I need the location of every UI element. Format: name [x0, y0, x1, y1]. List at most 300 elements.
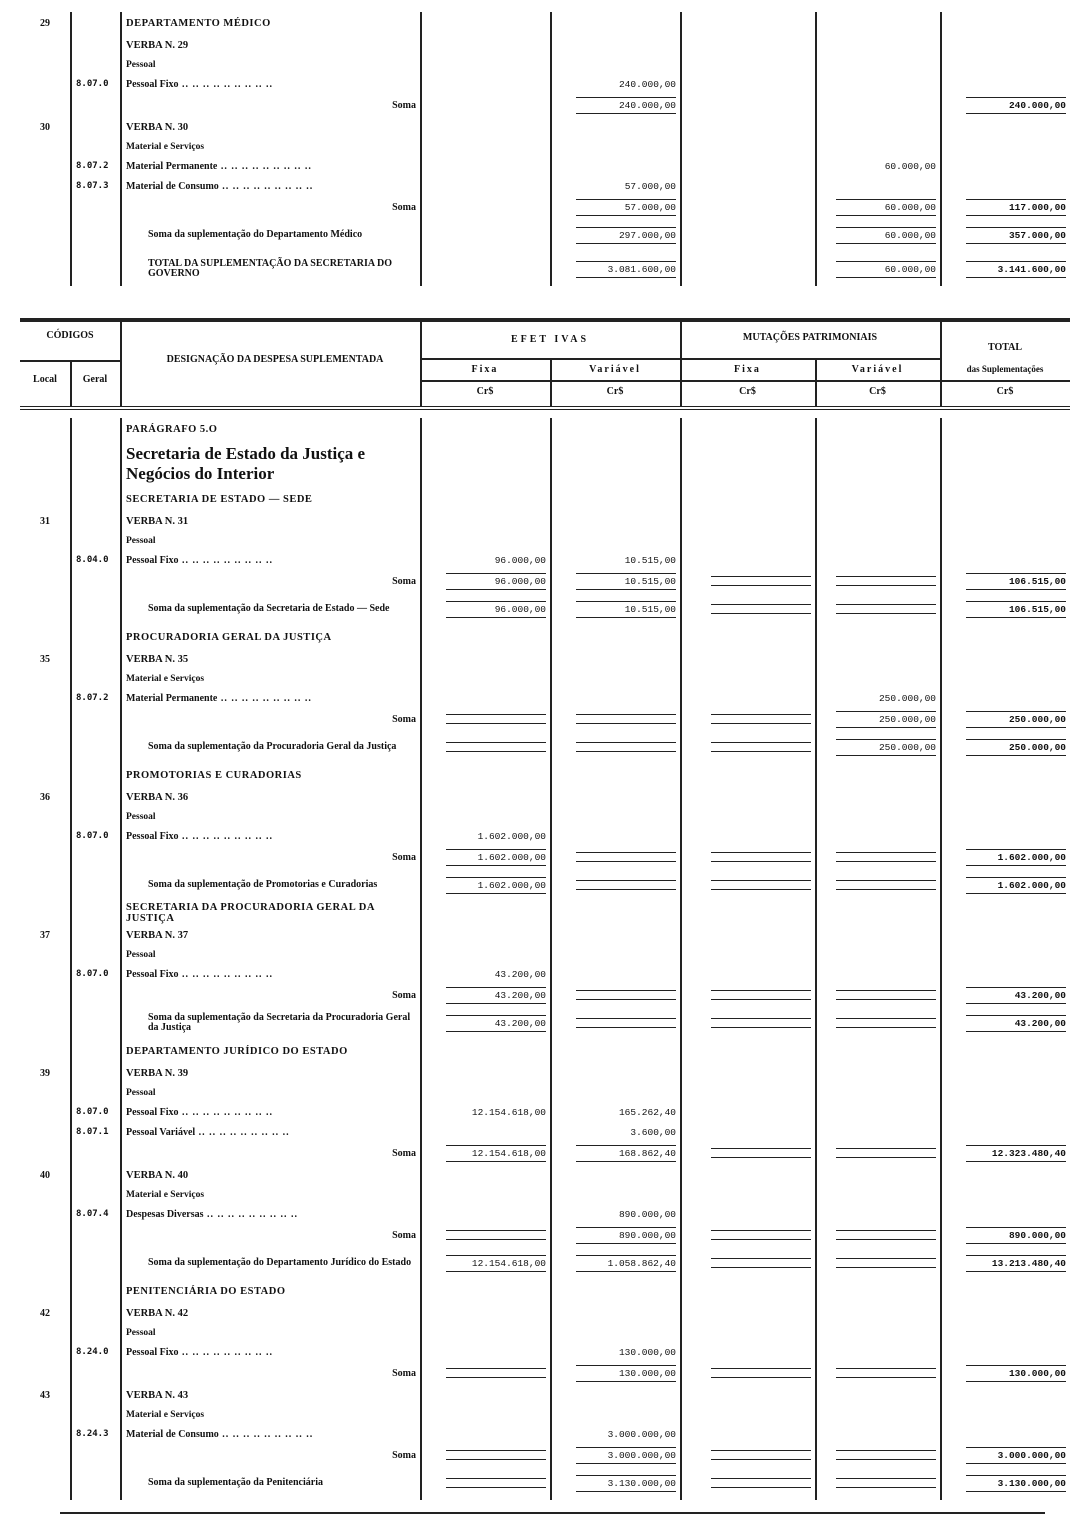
mutacoes-variavel-cell: [815, 138, 940, 156]
description-cell: [120, 196, 420, 218]
efetivas-variavel-cell: [550, 1302, 680, 1324]
blank-rule: [711, 990, 811, 1000]
mutacoes-fixa-cell: [680, 1342, 815, 1362]
total-suplementacoes: 357.000,00: [966, 227, 1066, 244]
mutacoes-variavel-cell: [815, 1006, 940, 1040]
local-code-cell: [20, 1224, 70, 1246]
mutacoes-variavel-cell: [815, 1204, 940, 1224]
description: Material de Consumo .. ..: [126, 1429, 313, 1440]
efetivas-variavel-cell: [550, 550, 680, 570]
description-cell: [120, 924, 420, 946]
total-suplementacoes: 106.515,00: [966, 573, 1066, 590]
total-suplementacoes-cell: [940, 902, 1070, 924]
total-suplementacoes-cell: [940, 1204, 1070, 1224]
efetivas-variavel-cell: [550, 156, 680, 176]
efetivas-fixa-cell: [420, 1204, 550, 1224]
local-code-cell: [20, 1302, 70, 1324]
mutacoes-fixa-cell: [680, 808, 815, 826]
local-code-cell: [20, 138, 70, 156]
efetivas-variavel-cell: [550, 826, 680, 846]
efetivas-variavel-cell: [550, 846, 680, 868]
geral-code-cell: [70, 550, 120, 570]
mutacoes-variavel-cell: [815, 532, 940, 550]
blank-rule: [711, 1148, 811, 1158]
blank-rule: [711, 1258, 811, 1268]
blank-rule: [836, 1148, 936, 1158]
efetivas-variavel-cell: [550, 1424, 680, 1444]
local-code-cell: [20, 1164, 70, 1186]
mutacoes-fixa-cell: [680, 418, 815, 440]
total-suplementacoes-cell: [940, 1324, 1070, 1342]
efetivas-fixa-cell: [420, 984, 550, 1006]
local-code-cell: [20, 94, 70, 116]
geral-code: 8.07.0: [76, 79, 109, 89]
geral-code-cell: [70, 1006, 120, 1040]
efetivas-fixa: 96.000,00: [446, 601, 546, 618]
efetivas-variavel-cell: [550, 730, 680, 764]
efetivas-fixa-cell: [420, 808, 550, 826]
table-row: [20, 1362, 1070, 1384]
efetivas-fixa-cell: [420, 708, 550, 730]
mutacoes-variavel-cell: [815, 418, 940, 440]
total-suplementacoes-cell: [940, 626, 1070, 648]
local-code: 43: [40, 1389, 50, 1401]
geral-code-cell: [70, 1062, 120, 1084]
mutacoes-variavel: 60.000,00: [884, 160, 936, 172]
mutacoes-variavel-cell: [815, 1142, 940, 1164]
local-code-cell: [20, 826, 70, 846]
description-cell: [120, 156, 420, 176]
header-mutacoes-fixa: Fixa: [734, 364, 761, 375]
mutacoes-variavel-cell: [815, 924, 940, 946]
geral-code-cell: [70, 1164, 120, 1186]
description: Soma: [392, 713, 416, 725]
description-cell: [120, 626, 420, 648]
table-row: [20, 1040, 1070, 1062]
local-code-cell: [20, 708, 70, 730]
description: Secretaria de Estado da Justiça e Negócios do Interior: [126, 444, 366, 483]
efetivas-variavel: 57.000,00: [576, 199, 676, 216]
description-cell: [120, 440, 420, 488]
header-currency: Cr$: [869, 386, 886, 397]
description: DEPARTAMENTO MÉDICO: [126, 17, 271, 29]
geral-code-cell: [70, 688, 120, 708]
table-row: [20, 730, 1070, 764]
local-code-cell: [20, 1466, 70, 1500]
table-row: [20, 176, 1070, 196]
efetivas-variavel-cell: [550, 1040, 680, 1062]
efetivas-variavel: 890.000,00: [576, 1227, 676, 1244]
mutacoes-variavel-cell: [815, 56, 940, 74]
table-row: [20, 488, 1070, 510]
description: Soma: [392, 989, 416, 1001]
blank-rule: [711, 1230, 811, 1240]
geral-code-cell: [70, 1224, 120, 1246]
total-suplementacoes-cell: [940, 1102, 1070, 1122]
header-efetivas: EFET IVAS: [510, 334, 590, 345]
geral-code-cell: [70, 252, 120, 286]
efetivas-variavel: 130.000,00: [576, 1365, 676, 1382]
total-suplementacoes-cell: [940, 156, 1070, 176]
blank-rule: [711, 714, 811, 724]
efetivas-fixa-cell: [420, 964, 550, 984]
total-suplementacoes-cell: [940, 510, 1070, 532]
efetivas-fixa-cell: [420, 786, 550, 808]
table-row: [20, 946, 1070, 964]
efetivas-variavel: 240.000,00: [618, 78, 676, 90]
efetivas-fixa-cell: [420, 1164, 550, 1186]
description: Pessoal: [126, 950, 156, 960]
bottom-rule: [60, 1512, 1045, 1514]
total-suplementacoes-cell: [940, 1084, 1070, 1102]
local-code-cell: [20, 846, 70, 868]
description-cell: [120, 826, 420, 846]
efetivas-variavel-cell: [550, 440, 680, 488]
geral-code: 8.24.0: [76, 1347, 109, 1357]
local-code-cell: [20, 764, 70, 786]
description: Pessoal: [126, 60, 156, 70]
table-row: [20, 1186, 1070, 1204]
description: Soma da suplementação da Secretaria da Procuradoria Geral da Justiça: [148, 1011, 411, 1033]
mutacoes-fixa-cell: [680, 252, 815, 286]
efetivas-fixa-cell: [420, 1224, 550, 1246]
efetivas-fixa-cell: [420, 1362, 550, 1384]
table-row: [20, 626, 1070, 648]
geral-code-cell: [70, 1246, 120, 1280]
total-suplementacoes: 13.213.480,40: [966, 1255, 1066, 1272]
table-row: [20, 592, 1070, 626]
description-cell: [120, 532, 420, 550]
mutacoes-variavel-cell: [815, 156, 940, 176]
local-code-cell: [20, 196, 70, 218]
efetivas-fixa-cell: [420, 12, 550, 34]
mutacoes-fixa-cell: [680, 138, 815, 156]
table-row: [20, 1246, 1070, 1280]
mutacoes-variavel-cell: [815, 34, 940, 56]
efetivas-fixa-cell: [420, 1186, 550, 1204]
blank-rule: [711, 852, 811, 862]
efetivas-variavel-cell: [550, 648, 680, 670]
local-code: 29: [40, 17, 50, 29]
efetivas-variavel-cell: [550, 946, 680, 964]
local-code: 36: [40, 791, 50, 803]
efetivas-variavel-cell: [550, 252, 680, 286]
mutacoes-fixa-cell: [680, 1204, 815, 1224]
mutacoes-fixa-cell: [680, 1186, 815, 1204]
description: Material Permanente .. ..: [126, 693, 312, 704]
efetivas-variavel: 3.000.000,00: [607, 1428, 676, 1440]
description-cell: [120, 488, 420, 510]
total-suplementacoes-cell: [940, 56, 1070, 74]
mutacoes-variavel-cell: [815, 218, 940, 252]
description-cell: [120, 1102, 420, 1122]
local-code-cell: [20, 648, 70, 670]
local-code-cell: [20, 1006, 70, 1040]
table-row: [20, 418, 1070, 440]
mutacoes-fixa-cell: [680, 34, 815, 56]
efetivas-fixa: 43.200,00: [494, 968, 546, 980]
efetivas-fixa-cell: [420, 826, 550, 846]
total-suplementacoes-cell: [940, 488, 1070, 510]
geral-code-cell: [70, 116, 120, 138]
mutacoes-fixa-cell: [680, 56, 815, 74]
total-suplementacoes: 3.141.600,00: [966, 261, 1066, 278]
total-suplementacoes-cell: [940, 1280, 1070, 1302]
description: Soma: [392, 575, 416, 587]
efetivas-variavel-cell: [550, 688, 680, 708]
geral-code-cell: [70, 708, 120, 730]
mutacoes-fixa-cell: [680, 94, 815, 116]
mutacoes-variavel-cell: [815, 1444, 940, 1466]
local-code-cell: [20, 532, 70, 550]
table-row: [20, 902, 1070, 924]
description-cell: [120, 670, 420, 688]
description-cell: [120, 764, 420, 786]
mutacoes-fixa-cell: [680, 1122, 815, 1142]
blank-rule: [711, 576, 811, 586]
description: Pessoal Fixo .. ..: [126, 1107, 273, 1118]
total-suplementacoes-cell: [940, 418, 1070, 440]
mutacoes-fixa-cell: [680, 902, 815, 924]
total-suplementacoes-cell: [940, 138, 1070, 156]
local-code-cell: [20, 1324, 70, 1342]
geral-code-cell: [70, 808, 120, 826]
header-currency: Cr$: [476, 386, 494, 397]
description: Material e Serviços: [126, 1410, 205, 1420]
description-cell: [120, 1224, 420, 1246]
description-cell: [120, 94, 420, 116]
total-suplementacoes-cell: [940, 532, 1070, 550]
mutacoes-variavel: 250.000,00: [836, 711, 936, 728]
description: VERBA N. 36: [126, 791, 189, 803]
description-cell: [120, 1466, 420, 1500]
blank-rule: [836, 1230, 936, 1240]
table-row: [20, 1084, 1070, 1102]
mutacoes-fixa-cell: [680, 1164, 815, 1186]
description-cell: [120, 252, 420, 286]
blank-rule: [836, 1450, 936, 1460]
efetivas-variavel-cell: [550, 1280, 680, 1302]
blank-rule: [836, 576, 936, 586]
description: Pessoal: [126, 1328, 156, 1338]
description-cell: [120, 418, 420, 440]
geral-code-cell: [70, 510, 120, 532]
table-row: [20, 1164, 1070, 1186]
description: VERBA N. 42: [126, 1307, 189, 1319]
local-code-cell: [20, 1406, 70, 1424]
blank-rule: [711, 1478, 811, 1488]
efetivas-fixa-cell: [420, 626, 550, 648]
description-cell: [120, 708, 420, 730]
efetivas-variavel-cell: [550, 532, 680, 550]
total-suplementacoes-cell: [940, 670, 1070, 688]
table-row: [20, 196, 1070, 218]
mutacoes-variavel-cell: [815, 946, 940, 964]
table-row: [20, 1204, 1070, 1224]
description-cell: [120, 1444, 420, 1466]
efetivas-fixa: 43.200,00: [446, 987, 546, 1004]
total-suplementacoes-cell: [940, 1122, 1070, 1142]
description-cell: [120, 550, 420, 570]
blank-rule: [836, 990, 936, 1000]
description-cell: [120, 570, 420, 592]
total-suplementacoes-cell: [940, 592, 1070, 626]
mutacoes-fixa-cell: [680, 550, 815, 570]
local-code-cell: [20, 510, 70, 532]
table-row: [20, 138, 1070, 156]
description: Soma da suplementação da Penitenciária: [148, 1476, 323, 1488]
blank-rule: [446, 742, 546, 752]
local-code-cell: [20, 488, 70, 510]
mutacoes-variavel: 60.000,00: [836, 261, 936, 278]
geral-code-cell: [70, 1302, 120, 1324]
efetivas-fixa-cell: [420, 138, 550, 156]
efetivas-fixa-cell: [420, 924, 550, 946]
efetivas-variavel: 10.515,00: [624, 554, 676, 566]
total-suplementacoes-cell: [940, 1142, 1070, 1164]
total-suplementacoes-cell: [940, 550, 1070, 570]
efetivas-variavel-cell: [550, 1062, 680, 1084]
efetivas-fixa: 1.602.000,00: [477, 830, 546, 842]
geral-code-cell: [70, 626, 120, 648]
geral-code-cell: [70, 1040, 120, 1062]
efetivas-fixa-cell: [420, 1342, 550, 1362]
total-suplementacoes: 130.000,00: [966, 1365, 1066, 1382]
total-suplementacoes-cell: [940, 868, 1070, 902]
mutacoes-variavel-cell: [815, 176, 940, 196]
mutacoes-fixa-cell: [680, 730, 815, 764]
table-row: [20, 440, 1070, 488]
local-code-cell: [20, 984, 70, 1006]
total-suplementacoes: 250.000,00: [966, 739, 1066, 756]
total-suplementacoes: 43.200,00: [966, 987, 1066, 1004]
description: Pessoal Fixo .. ..: [126, 555, 273, 566]
efetivas-variavel-cell: [550, 1204, 680, 1224]
table-row: [20, 648, 1070, 670]
efetivas-variavel-cell: [550, 1164, 680, 1186]
total-suplementacoes-cell: [940, 218, 1070, 252]
local-code-cell: [20, 946, 70, 964]
table-row: [20, 1102, 1070, 1122]
efetivas-fixa: 12.154.618,00: [446, 1145, 546, 1162]
mutacoes-fixa-cell: [680, 1444, 815, 1466]
efetivas-fixa-cell: [420, 1246, 550, 1280]
mutacoes-variavel-cell: [815, 826, 940, 846]
table-row: [20, 808, 1070, 826]
mutacoes-fixa-cell: [680, 786, 815, 808]
description-cell: [120, 730, 420, 764]
mutacoes-variavel-cell: [815, 94, 940, 116]
efetivas-variavel-cell: [550, 56, 680, 74]
efetivas-variavel: 165.262,40: [618, 1106, 676, 1118]
description: Pessoal Fixo .. ..: [126, 831, 273, 842]
efetivas-fixa: 1.602.000,00: [446, 849, 546, 866]
mutacoes-variavel-cell: [815, 570, 940, 592]
description-cell: [120, 138, 420, 156]
blank-rule: [836, 1478, 936, 1488]
efetivas-variavel-cell: [550, 626, 680, 648]
blank-rule: [711, 1368, 811, 1378]
efetivas-fixa: 43.200,00: [446, 1015, 546, 1032]
total-suplementacoes-cell: [940, 1406, 1070, 1424]
total-suplementacoes-cell: [940, 12, 1070, 34]
local-code-cell: [20, 688, 70, 708]
total-suplementacoes: 117.000,00: [966, 199, 1066, 216]
mutacoes-variavel-cell: [815, 708, 940, 730]
efetivas-fixa-cell: [420, 946, 550, 964]
mutacoes-variavel-cell: [815, 1466, 940, 1500]
table-row: [20, 1006, 1070, 1040]
mutacoes-variavel-cell: [815, 74, 940, 94]
mutacoes-variavel-cell: [815, 1424, 940, 1444]
description-cell: [120, 1362, 420, 1384]
description-cell: [120, 116, 420, 138]
efetivas-fixa-cell: [420, 94, 550, 116]
total-suplementacoes-cell: [940, 1424, 1070, 1444]
efetivas-variavel: 890.000,00: [618, 1208, 676, 1220]
geral-code-cell: [70, 218, 120, 252]
efetivas-variavel-cell: [550, 1084, 680, 1102]
description: VERBA N. 29: [126, 39, 189, 51]
efetivas-variavel-cell: [550, 1384, 680, 1406]
efetivas-variavel: 3.600,00: [630, 1126, 676, 1138]
mutacoes-fixa-cell: [680, 964, 815, 984]
table-row: [20, 1142, 1070, 1164]
local-code-cell: [20, 808, 70, 826]
description: DEPARTAMENTO JURÍDICO DO ESTADO: [126, 1045, 348, 1057]
efetivas-fixa-cell: [420, 592, 550, 626]
local-code-cell: [20, 550, 70, 570]
local-code-cell: [20, 868, 70, 902]
geral-code: 8.07.0: [76, 1107, 109, 1117]
efetivas-variavel-cell: [550, 1324, 680, 1342]
description-cell: [120, 1062, 420, 1084]
table-row: [20, 688, 1070, 708]
table-row: [20, 984, 1070, 1006]
total-suplementacoes-cell: [940, 1186, 1070, 1204]
description-cell: [120, 1084, 420, 1102]
description: Pessoal: [126, 1088, 156, 1098]
mutacoes-fixa-cell: [680, 846, 815, 868]
local-code-cell: [20, 1084, 70, 1102]
table-row: [20, 764, 1070, 786]
local-code-cell: [20, 592, 70, 626]
geral-code-cell: [70, 846, 120, 868]
mutacoes-fixa-cell: [680, 708, 815, 730]
geral-code-cell: [70, 1384, 120, 1406]
total-suplementacoes-cell: [940, 808, 1070, 826]
mutacoes-fixa-cell: [680, 868, 815, 902]
local-code-cell: [20, 1280, 70, 1302]
efetivas-fixa-cell: [420, 1084, 550, 1102]
blank-rule: [446, 1478, 546, 1488]
efetivas-variavel-cell: [550, 1342, 680, 1362]
mutacoes-fixa-cell: [680, 156, 815, 176]
description-cell: [120, 1040, 420, 1062]
mutacoes-variavel-cell: [815, 196, 940, 218]
header-mutacoes: MUTAÇÕES PATRIMONIAIS: [742, 332, 878, 343]
geral-code-cell: [70, 1324, 120, 1342]
total-suplementacoes-cell: [940, 196, 1070, 218]
mutacoes-fixa-cell: [680, 1062, 815, 1084]
description: Soma da suplementação de Promotorias e Curadorias: [148, 878, 378, 890]
efetivas-fixa-cell: [420, 1444, 550, 1466]
mutacoes-variavel-cell: [815, 1164, 940, 1186]
total-suplementacoes-cell: [940, 94, 1070, 116]
efetivas-variavel-cell: [550, 488, 680, 510]
mutacoes-variavel-cell: [815, 1040, 940, 1062]
table-row: [20, 1302, 1070, 1324]
